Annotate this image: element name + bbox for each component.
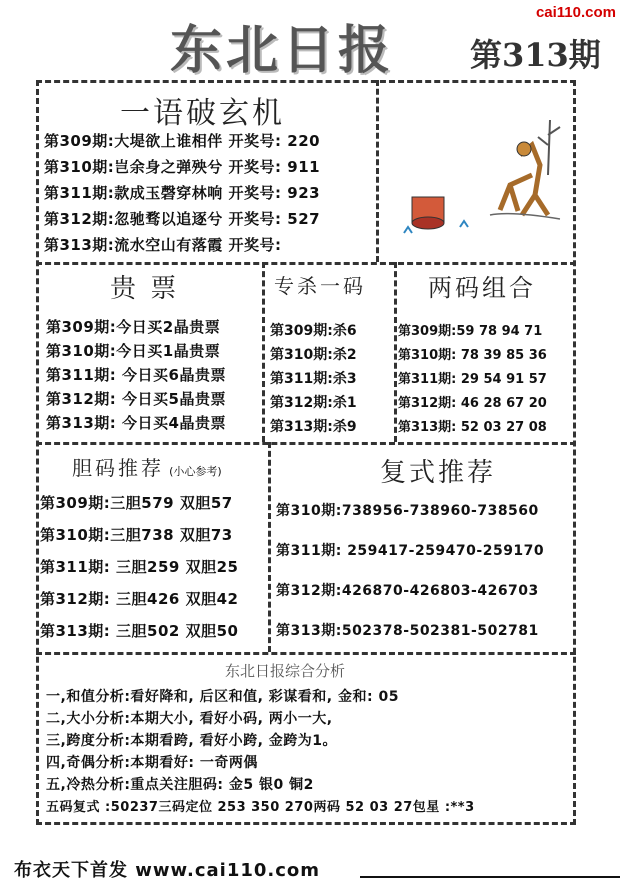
bold-code-row: 第311期: 三胆259 双胆25 bbox=[40, 558, 239, 576]
precious-row: 第312期: 今日买5晶贵票 bbox=[46, 390, 226, 408]
two-code-row: 第313期: 52 03 27 08 bbox=[398, 420, 547, 435]
compound-row: 第310期:738956-738960-738560 bbox=[276, 503, 539, 519]
kill-list bbox=[270, 320, 357, 440]
riddle-row: 第309期:大堤欲上谁相伴 开奖号: 220 bbox=[44, 132, 321, 150]
analysis-row: 一,和值分析:看好降和, 后区和值, 彩谋看和, 金和: 05 bbox=[46, 689, 399, 705]
divider-kill-right bbox=[394, 262, 397, 442]
precious-row: 第313期: 今日买4晶贵票 bbox=[46, 414, 226, 432]
kill-row: 第312期:杀1 bbox=[270, 395, 357, 411]
compound-list bbox=[276, 500, 544, 660]
precious-row: 第310期:今日买1晶贵票 bbox=[46, 342, 221, 360]
kill-row: 第309期:杀6 bbox=[270, 323, 357, 339]
divider-mid bbox=[36, 442, 576, 445]
two-code-row: 第309期:59 78 94 71 bbox=[398, 324, 543, 339]
compound-row: 第313期:502378-502381-502781 bbox=[276, 623, 539, 639]
site-link[interactable]: cai110.com bbox=[535, 4, 616, 21]
kill-row: 第311期:杀3 bbox=[270, 371, 357, 387]
two-code-list bbox=[398, 320, 547, 440]
divider-illustration bbox=[376, 80, 379, 262]
kill-row: 第313期:杀9 bbox=[270, 419, 357, 435]
analysis-row: 四,奇偶分析:本期看好: 一奇两偶 bbox=[46, 755, 258, 771]
riddle-title: 一语破玄机 bbox=[120, 96, 285, 131]
precious-row: 第309期:今日买2晶贵票 bbox=[46, 318, 221, 336]
bold-code-title: 胆码推荐 bbox=[72, 456, 164, 480]
analysis-list bbox=[46, 686, 475, 818]
divider-compound bbox=[268, 442, 271, 652]
bold-code-row: 第312期: 三胆426 双胆42 bbox=[40, 590, 239, 608]
riddle-row: 第312期:忽驰骛以追逐兮 开奖号: 527 bbox=[44, 210, 321, 228]
compound-title: 复式推荐 bbox=[380, 458, 497, 488]
footer-rule bbox=[360, 876, 620, 878]
analysis-row: 三,跨度分析:本期看跨, 看好小跨, 金跨为1。 bbox=[46, 733, 338, 749]
riddle-row: 第311期:款成玉磬穿林响 开奖号: 923 bbox=[44, 184, 321, 202]
bold-code-row: 第309期:三胆579 双胆57 bbox=[40, 494, 233, 512]
analysis-row: 五码复式 :50237三码定位 253 350 270两码 52 03 27包星 :**3 bbox=[46, 800, 475, 815]
kill-title: 专杀一码 bbox=[274, 274, 366, 298]
analysis-title: 东北日报综合分析 bbox=[225, 662, 346, 680]
two-code-row: 第311期: 29 54 91 57 bbox=[398, 372, 547, 387]
divider-kill-left bbox=[262, 262, 265, 442]
riddle-row: 第313期:流水空山有落霞 开奖号: bbox=[44, 236, 282, 254]
precious-row: 第311期: 今日买6晶贵票 bbox=[46, 366, 226, 384]
bold-code-header bbox=[72, 452, 222, 481]
bold-code-row: 第313期: 三胆502 双胆50 bbox=[40, 622, 239, 640]
compound-row: 第311期: 259417-259470-259170 bbox=[276, 543, 545, 559]
issue-number: 第313期 bbox=[470, 36, 601, 74]
precious-list bbox=[46, 316, 226, 436]
riddle-list bbox=[44, 130, 320, 260]
masthead-title: 东北日报 bbox=[170, 20, 395, 81]
analysis-row: 五,冷热分析:重点关注胆码: 金5 银0 铜2 bbox=[46, 777, 314, 793]
riddle-row: 第310期:岂余身之弹殃兮 开奖号: 911 bbox=[44, 158, 321, 176]
footer-credit: 布衣天下首发 www.cai110.com bbox=[14, 860, 321, 881]
divider-riddle bbox=[36, 262, 576, 265]
two-code-row: 第312期: 46 28 67 20 bbox=[398, 396, 547, 411]
two-code-row: 第310期: 78 39 85 36 bbox=[398, 348, 547, 363]
bold-code-row: 第310期:三胆738 双胆73 bbox=[40, 526, 233, 544]
precious-title: 贵 票 bbox=[110, 274, 180, 304]
bold-code-note: (小心参考) bbox=[169, 465, 222, 478]
dog-illustration bbox=[400, 115, 570, 240]
kill-row: 第310期:杀2 bbox=[270, 347, 357, 363]
compound-row: 第312期:426870-426803-426703 bbox=[276, 583, 539, 599]
analysis-row: 二,大小分析:本期大小, 看好小码, 两小一大, bbox=[46, 711, 333, 727]
bold-code-list bbox=[40, 492, 238, 652]
two-code-title: 两码组合 bbox=[428, 274, 536, 302]
